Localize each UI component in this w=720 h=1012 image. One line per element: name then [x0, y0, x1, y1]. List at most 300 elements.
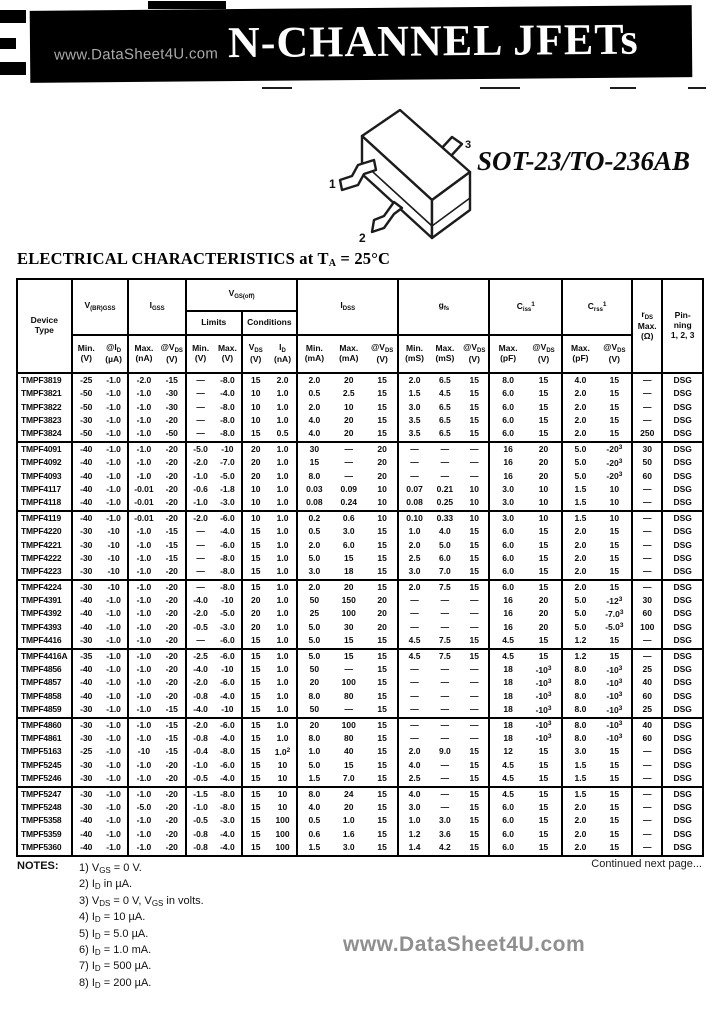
device-type: TMPF4092	[21, 457, 62, 468]
table-cell: 15	[242, 746, 269, 759]
table-cell: 1.0	[297, 746, 330, 759]
table-cell: -1.0	[186, 759, 214, 772]
table-cell: —	[440, 664, 450, 675]
table-cell: -8.0	[220, 801, 235, 812]
table-cell: 15	[538, 539, 549, 550]
table-cell: 15	[242, 841, 269, 855]
table-cell: 15	[538, 388, 549, 399]
table-cell: 20	[344, 801, 354, 812]
table-cell: 1.6	[342, 828, 355, 839]
table-cell: 4.0	[398, 759, 429, 772]
table-cell: 0.2	[297, 511, 330, 525]
table-cell: 100	[341, 677, 356, 688]
table-cell: 6.5	[438, 414, 451, 425]
table-cell: 15	[242, 428, 269, 442]
table-cell: 1.0	[276, 388, 289, 399]
scan-artifact	[688, 87, 706, 89]
table-cell: 10	[609, 483, 620, 494]
table-cell: 16	[489, 456, 525, 469]
table-cell: -20	[165, 497, 178, 508]
table-cell: 15	[538, 635, 549, 646]
table-cell: -10	[107, 526, 120, 537]
table-cell: 15	[469, 401, 479, 412]
pinning-cell: DSG	[662, 594, 703, 607]
table-cell: —	[331, 442, 367, 456]
table-cell: 15	[377, 815, 387, 826]
table-row	[17, 841, 703, 855]
device-type: TMPF4119	[17, 511, 72, 525]
table-cell: 15	[242, 580, 269, 594]
table-cell: 5.0	[562, 442, 597, 456]
table-cell: 8.0	[562, 703, 597, 717]
table-cell: $-5.0^3$	[605, 622, 624, 633]
table-cell: —	[398, 594, 429, 607]
table-cell: 6.5	[430, 373, 460, 387]
table-cell: -40	[72, 841, 100, 855]
table-cell: 15	[242, 634, 269, 648]
table-cell: 100	[275, 815, 290, 826]
device-type: TMPF4221	[21, 539, 62, 550]
table-row	[17, 718, 703, 732]
sub-col-header: $@V_{DS}$ (V)	[367, 335, 398, 373]
scan-artifact	[480, 87, 520, 89]
col-header-igss: $I_{GSS}$	[128, 279, 186, 335]
table-cell: 1.0	[398, 815, 429, 828]
table-cell: 1.0	[276, 457, 289, 468]
table-cell: 1.2	[398, 828, 429, 841]
table-cell: 6.0	[489, 387, 525, 400]
table-cell: -1.0	[128, 442, 158, 456]
table-cell: 15	[609, 414, 620, 425]
table-cell: 15	[469, 842, 479, 853]
table-cell: 1.0	[276, 552, 289, 563]
sub-col-header: $@V_{DS}$ (V)	[526, 335, 562, 373]
table-cell: 6.0	[489, 428, 525, 442]
table-cell: —	[632, 649, 662, 663]
table-cell: -35	[72, 649, 100, 663]
table-cell: 3.0	[398, 801, 429, 814]
table-cell: 10	[538, 497, 549, 508]
table-cell: 6.0	[489, 525, 525, 538]
table-cell: 18	[489, 718, 525, 732]
table-cell: 20	[538, 595, 549, 606]
table-cell: -30	[72, 772, 100, 786]
pinning-cell: DSG	[662, 703, 703, 717]
sub-col-header: Max. (mS)	[430, 335, 460, 373]
table-cell: 20	[297, 677, 330, 690]
table-cell: 50	[632, 456, 662, 469]
table-cell: -3.0	[220, 621, 235, 632]
table-cell: -1.0	[128, 828, 158, 841]
table-cell: $-10^3$	[606, 664, 623, 675]
table-cell: —	[632, 483, 662, 496]
notes-label: NOTES:	[17, 860, 59, 872]
table-cell: -15	[165, 539, 178, 550]
table-cell: 18	[489, 732, 525, 745]
table-cell: -40	[72, 456, 100, 469]
table-cell: 15	[242, 649, 269, 663]
note-item: 5) $I_D = 5.0$ µA.	[79, 927, 149, 941]
table-cell: 15	[609, 566, 620, 577]
sub-col-header: Max. (mA)	[331, 335, 367, 373]
table-cell: -4.0	[220, 690, 235, 701]
table-cell: —	[398, 456, 429, 469]
col-header-vbrgss: $V_{(BR)GSS}$	[72, 279, 129, 335]
table-cell: 6.0	[489, 801, 525, 814]
table-cell: —	[469, 595, 479, 606]
table-cell: 3.0	[562, 746, 597, 759]
table-cell: 2.0	[562, 828, 597, 841]
table-cell: 15	[526, 373, 562, 387]
device-type: TMPF5358	[21, 815, 62, 826]
table-cell: 3.5	[398, 414, 429, 427]
table-cell: -10	[107, 552, 120, 563]
table-cell: -1.0	[106, 815, 121, 826]
table-cell: -4.0	[220, 388, 235, 399]
table-cell: 5.0	[438, 539, 451, 550]
device-type: TMPF3821	[21, 388, 62, 399]
table-cell: -2.0	[186, 677, 214, 690]
table-row	[17, 732, 703, 745]
table-cell: -8.0	[220, 414, 235, 425]
table-cell: 4.5	[489, 787, 525, 801]
device-type: TMPF4091	[17, 442, 72, 456]
table-cell: 5.0	[297, 552, 330, 565]
package-drawing	[328, 104, 498, 254]
scan-artifact	[0, 10, 26, 23]
page-title: N-CHANNEL JFETs	[227, 14, 639, 68]
table-cell: 6.0	[489, 815, 525, 828]
table-cell: -6.0	[214, 718, 241, 732]
table-cell: 15	[526, 787, 562, 801]
table-cell: -1.0	[128, 539, 158, 552]
table-cell: 1.0	[269, 442, 297, 456]
table-cell: —	[440, 704, 450, 715]
table-cell: 1.0	[276, 526, 289, 537]
sub-col-header: Min. (mA)	[297, 335, 330, 373]
table-row	[17, 663, 703, 676]
table-cell: 10	[598, 511, 632, 525]
table-cell: —	[398, 718, 429, 732]
table-cell: 15	[242, 663, 269, 676]
table-cell: -0.5	[186, 815, 214, 828]
table-cell: 10	[242, 387, 269, 400]
table-cell: 1.0	[276, 470, 289, 481]
table-cell: 1.0	[276, 690, 289, 701]
table-cell: 2.0	[269, 373, 297, 387]
table-cell: -1.0	[106, 664, 121, 675]
pin-label-1: 1	[329, 177, 336, 191]
table-cell: 8.0	[489, 373, 525, 387]
table-cell: -1.0	[128, 428, 158, 442]
scan-artifact	[610, 87, 636, 89]
table-cell: 20	[344, 428, 354, 439]
table-cell: —	[632, 552, 662, 565]
table-cell: 20	[538, 621, 549, 632]
table-cell: -1.0	[128, 634, 158, 648]
table-cell: -10	[107, 539, 120, 550]
device-type: TMPF4856	[21, 664, 62, 675]
table-cell: 15	[538, 773, 549, 784]
table-cell: 15	[469, 414, 479, 425]
table-cell: -3.0	[220, 815, 235, 826]
table-cell: -20	[159, 649, 186, 663]
table-cell: -1.0	[186, 801, 214, 814]
table-cell: -1.0	[128, 772, 158, 786]
device-type: TMPF4093	[21, 470, 62, 481]
table-cell: 40	[632, 718, 662, 732]
col-header-vgsoff: $V_{GS(off)}$	[186, 279, 297, 311]
table-cell: -20	[165, 677, 178, 688]
table-cell: -5.0	[220, 470, 235, 481]
table-cell: —	[186, 373, 214, 387]
table-cell: 15	[609, 635, 620, 646]
table-cell: 15	[469, 801, 479, 812]
table-cell: 15	[538, 801, 549, 812]
table-cell: -1.0	[128, 649, 158, 663]
table-cell: -1.0	[106, 470, 121, 481]
table-cell: 7.0	[438, 566, 451, 577]
table-cell: 15	[469, 759, 479, 770]
table-cell: 15	[598, 787, 632, 801]
table-cell: 15	[609, 801, 620, 812]
table-cell: —	[186, 525, 214, 538]
table-cell: 20	[242, 621, 269, 634]
sub-col-header: Max. (nA)	[128, 335, 158, 373]
table-cell: -6.0	[214, 511, 241, 525]
table-cell: 10	[469, 497, 479, 508]
table-cell: 1.0	[276, 664, 289, 675]
table-cell: 0.5	[297, 815, 330, 828]
table-cell: 20	[242, 442, 269, 456]
table-cell: -1.0	[106, 842, 121, 853]
table-cell: 50	[297, 594, 330, 607]
table-cell: —	[460, 442, 489, 456]
table-cell: 2.0	[562, 401, 597, 414]
pinning-cell: DSG	[662, 456, 703, 469]
table-cell: 0.6	[297, 828, 330, 841]
table-cell: —	[440, 470, 450, 481]
table-cell: 15	[460, 649, 489, 663]
table-row	[17, 649, 703, 663]
table-cell: -7.0	[220, 457, 235, 468]
table-cell: 15	[469, 428, 479, 439]
table-cell: 4.5	[398, 649, 429, 663]
note-item: 8) $I_D = 200$ µA.	[79, 976, 152, 990]
table-cell: 6.0	[489, 414, 525, 427]
table-cell: 15	[344, 759, 354, 770]
table-cell: —	[440, 732, 450, 743]
table-cell: -30	[165, 401, 178, 412]
table-cell: 15	[377, 759, 387, 770]
table-cell: —	[344, 470, 354, 481]
table-cell: -20	[165, 595, 178, 606]
table-cell: 16	[489, 608, 525, 621]
table-cell: 15	[377, 732, 387, 743]
table-cell: —	[430, 442, 460, 456]
table-cell: -40	[72, 470, 100, 483]
table-cell: -8.0	[220, 566, 235, 577]
table-cell: -20	[165, 842, 178, 853]
table-cell: -15	[165, 526, 178, 537]
table-cell: 2.0	[398, 373, 429, 387]
table-cell: 6.0	[489, 539, 525, 552]
table-cell: -20	[159, 787, 186, 801]
table-cell: -40	[72, 815, 100, 828]
table-cell: -1.0	[106, 595, 121, 606]
table-cell: 15	[242, 539, 269, 552]
table-cell: 15	[377, 746, 387, 757]
table-cell: 15	[367, 373, 398, 387]
table-cell: 20	[331, 373, 367, 387]
table-cell: -30	[72, 634, 100, 648]
table-cell: 15	[609, 773, 620, 784]
table-cell: —	[632, 841, 662, 855]
table-cell: 1.0	[276, 483, 289, 494]
pinning-cell: DSG	[662, 801, 703, 814]
note-item: 7) $I_D = 500$ µA.	[79, 960, 152, 974]
table-cell: 100	[341, 608, 356, 619]
table-cell: 100	[632, 621, 662, 634]
device-type: TMPF4416A	[17, 649, 72, 663]
header-banner	[30, 5, 693, 83]
table-cell: -30	[72, 801, 100, 814]
table-cell: -30	[72, 539, 100, 552]
table-cell: 0.33	[430, 511, 460, 525]
table-cell: -20	[165, 773, 178, 784]
table-row	[17, 442, 703, 456]
table-cell: 1.0	[269, 511, 297, 525]
table-cell: 15	[609, 828, 620, 839]
table-cell: -1.0	[106, 677, 121, 688]
table-cell: -30	[72, 703, 100, 717]
table-cell: -1.0	[106, 773, 121, 784]
table-cell: —	[398, 677, 429, 690]
table-cell: -20	[165, 621, 178, 632]
table-cell: —	[632, 815, 662, 828]
table-cell: -10	[107, 566, 120, 577]
table-cell: -1.0	[106, 828, 121, 839]
col-header-ciss: $C_{iss}^1$	[489, 279, 562, 335]
pinning-cell: DSG	[662, 442, 703, 456]
table-cell: -30	[72, 565, 100, 579]
table-row	[17, 801, 703, 814]
table-cell: 20	[297, 718, 330, 732]
table-cell: 20	[377, 608, 387, 619]
device-type: TMPF5245	[21, 759, 62, 770]
device-type: TMPF4223	[21, 566, 62, 577]
table-cell: $-10^3$	[606, 691, 623, 702]
table-cell: 1.0	[276, 539, 289, 550]
table-cell: -1.0	[100, 511, 128, 525]
table-cell: 8.0	[562, 690, 597, 703]
table-cell: 10	[277, 801, 288, 812]
table-cell: -0.8	[186, 732, 214, 745]
pinning-cell: DSG	[662, 732, 703, 745]
table-cell: —	[632, 539, 662, 552]
table-cell: 2.5	[342, 388, 355, 399]
table-cell: -10	[100, 580, 128, 594]
table-cell: -1.0	[106, 801, 121, 812]
table-cell: -1.0	[128, 718, 158, 732]
table-cell: 20	[242, 456, 269, 469]
table-cell: 15	[242, 732, 269, 745]
table-cell: 4.0	[297, 414, 330, 427]
table-cell: 15	[598, 580, 632, 594]
device-type: TMPF4222	[21, 552, 62, 563]
table-cell: -15	[159, 718, 186, 732]
table-row	[17, 483, 703, 496]
table-cell: 15	[609, 388, 620, 399]
table-cell: -4.0	[186, 594, 214, 607]
table-row	[17, 787, 703, 801]
table-cell: 10	[242, 497, 269, 511]
table-cell: 30	[632, 594, 662, 607]
pinning-cell: DSG	[662, 565, 703, 579]
table-cell: —	[344, 664, 354, 675]
table-cell: —	[440, 608, 450, 619]
table-cell: 0.21	[436, 483, 454, 494]
table-cell: -50	[72, 401, 100, 414]
pin-label-2: 2	[359, 231, 366, 245]
table-cell: -15	[165, 746, 178, 757]
table-cell: -1.0	[128, 787, 158, 801]
table-cell: —	[469, 608, 479, 619]
table-cell: -40	[72, 621, 100, 634]
table-cell: -6.0	[220, 677, 235, 688]
table-cell: —	[440, 621, 450, 632]
table-cell: 0.6	[331, 511, 367, 525]
table-cell: 3.0	[342, 526, 355, 537]
table-cell: 16	[489, 621, 525, 634]
table-cell: 8.0	[562, 718, 597, 732]
table-cell: 15	[538, 842, 549, 853]
scan-artifact	[262, 87, 292, 89]
table-cell: 15	[377, 704, 387, 715]
table-cell: 8.0	[562, 677, 597, 690]
pinning-cell: DSG	[662, 511, 703, 525]
table-cell: —	[632, 801, 662, 814]
table-cell: 4.5	[438, 388, 451, 399]
table-cell: 5.0	[297, 634, 330, 648]
table-cell: 2.5	[398, 772, 429, 786]
table-cell: -2.0	[128, 373, 158, 387]
table-cell: -4.0	[186, 663, 214, 676]
pinning-cell: DSG	[662, 483, 703, 496]
table-cell: —	[398, 732, 429, 745]
table-cell: -20	[165, 828, 178, 839]
table-cell: 4.5	[489, 634, 525, 648]
table-row	[17, 511, 703, 525]
table-cell: 15	[377, 842, 387, 853]
table-cell: -40	[72, 442, 100, 456]
table-cell: -20	[165, 815, 178, 826]
table-cell: -15	[165, 704, 178, 715]
section-title-sub: A	[328, 258, 337, 269]
table-cell: 15	[377, 690, 387, 701]
table-cell: 0.08	[398, 497, 429, 511]
table-cell: 15	[377, 539, 387, 550]
table-cell: $-10^3$	[535, 691, 552, 702]
table-cell: -20	[159, 511, 186, 525]
table-cell: -3.0	[220, 497, 235, 508]
table-cell: -40	[72, 608, 100, 621]
pinning-cell: DSG	[662, 787, 703, 801]
table-cell: 2.0	[562, 387, 597, 400]
table-cell: -40	[72, 511, 100, 525]
table-cell: -0.01	[128, 483, 158, 496]
device-type: TMPF5247	[17, 787, 72, 801]
